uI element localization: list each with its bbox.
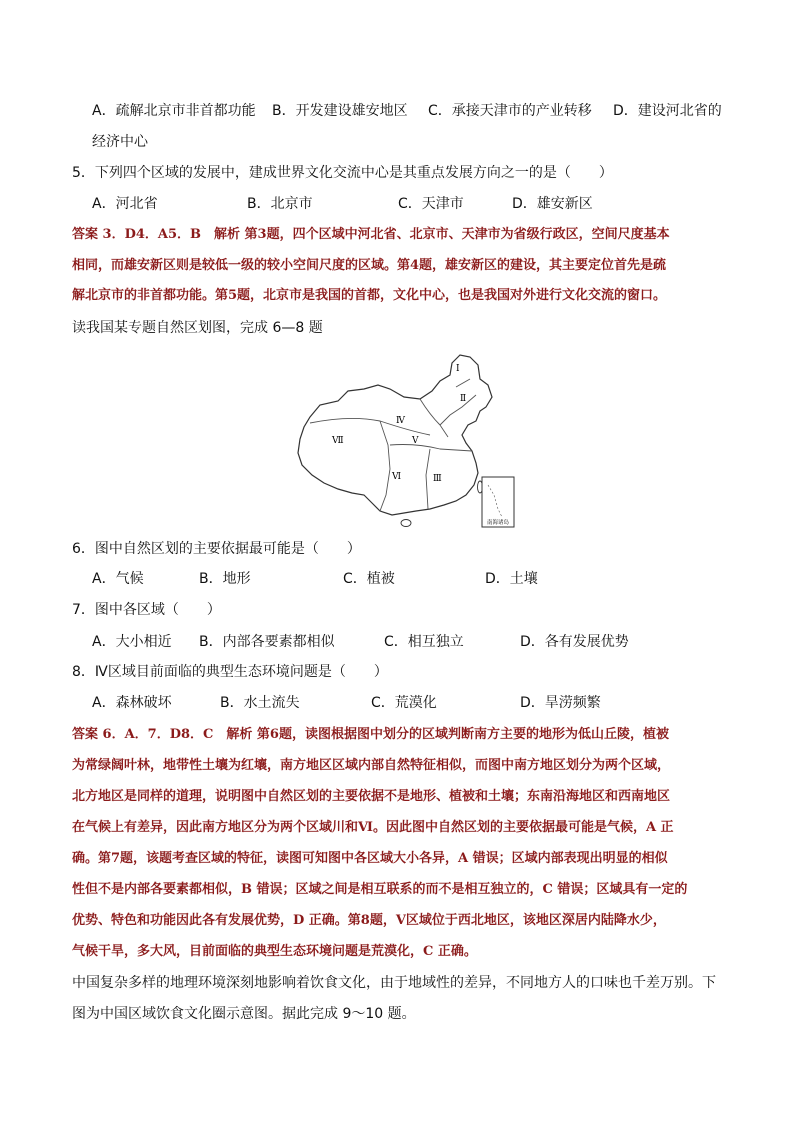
answer-6-8-line-8: 气候干旱，多大风，目前面临的典型生态环境问题是荒漠化，C 正确。 bbox=[72, 944, 477, 959]
answer-6-8-line-1: 答案 6．A．7．D8．C 解析 第6题，读图根据图中划分的区域判断南方主要的地形为低山丘陵，植被 bbox=[72, 727, 669, 742]
q8-option-d: D．旱涝频繁 bbox=[520, 695, 601, 711]
q6-option-d: D．土壤 bbox=[485, 571, 538, 587]
q6-option-a: A．气候 bbox=[92, 571, 144, 587]
q5-stem: 5．下列四个区域的发展中，建成世界文化交流中心是其重点发展方向之一的是（ ） bbox=[72, 165, 613, 181]
q5-option-a: A．河北省 bbox=[92, 196, 158, 212]
region-label-iii: Ⅲ bbox=[433, 474, 442, 484]
intro-9-10-line-2: 图为中国区域饮食文化圈示意图。据此完成 9～10 题。 bbox=[72, 1006, 416, 1022]
answer-6-8-line-4: 在气候上有差异，因此南方地区分为两个区域川和Ⅵ。因此图中自然区划的主要依据最可能是气候，A 正 bbox=[72, 820, 674, 835]
q8-option-c: C．荒漠化 bbox=[371, 695, 437, 711]
answer-6-8-line-5: 确。第7题，该题考查区域的特征，读图可知图中各区域大小各异，A 错误；区域内部表现出明显的相似 bbox=[72, 851, 668, 866]
q8-option-b: B．水土流失 bbox=[220, 695, 300, 711]
q8-stem: 8．Ⅳ区域目前面临的典型生态环境问题是（ ） bbox=[72, 664, 388, 680]
answer-3-5-line-3: 解北京市的非首都功能。第5题，北京市是我国的首都，文化中心，也是我国对外进行文化交流的窗口。 bbox=[72, 288, 667, 303]
region-label-vi: Ⅵ bbox=[392, 472, 402, 482]
intro-9-10-line-1: 中国复杂多样的地理环境深刻地影响着饮食文化，由于地域性的差异，不同地方人的口味也千差万别。下 bbox=[72, 975, 716, 991]
q7-option-d: D．各有发展优势 bbox=[520, 634, 629, 650]
q6-option-b: B．地形 bbox=[199, 571, 251, 587]
answer-3-5-line-2: 相同，而雄安新区则是较低一级的较小空间尺度的区域。第4题，雄安新区的建设，其主要定位首先是疏 bbox=[72, 258, 667, 273]
q5-option-d: D．雄安新区 bbox=[512, 196, 593, 212]
region-label-ii: Ⅱ bbox=[460, 394, 467, 404]
region-label-vii: Ⅶ bbox=[332, 436, 344, 446]
inset-label: 南海诸岛 bbox=[486, 520, 510, 526]
region-label-i: Ⅰ bbox=[456, 364, 460, 374]
q4-option-b: B．开发建设雄安地区 bbox=[272, 103, 408, 119]
q4-option-c: C．承接天津市的产业转移 bbox=[428, 103, 592, 119]
china-outline bbox=[298, 355, 492, 515]
region-label-iv: Ⅳ bbox=[396, 416, 405, 426]
q4-option-d-continued: 经济中心 bbox=[92, 134, 148, 150]
intro-6-8: 读我国某专题自然区划图，完成 6—8 题 bbox=[72, 320, 323, 336]
q5-option-c: C．天津市 bbox=[398, 196, 464, 212]
answer-6-8-line-2: 为常绿阔叶林，地带性土壤为红壤，南方地区区域内部自然特征相似，而图中南方地区划分为两个区域， bbox=[72, 758, 671, 773]
answer-3-5-line-1: 答案 3．D4．A5．B 解析 第3题，四个区域中河北省、北京市、天津市为省级行政区，空间尺度基本 bbox=[72, 227, 670, 242]
answer-6-8-line-6: 性但不是内部各要素都相似，B 错误；区域之间是相互联系的而不是相互独立的，C 错误；区域具有一定的 bbox=[72, 882, 688, 897]
q7-option-b: B．内部各要素都相似 bbox=[199, 634, 335, 650]
q6-stem: 6．图中自然区划的主要依据最可能是（ ） bbox=[72, 541, 361, 557]
q4-option-a: A．疏解北京市非首都功能 bbox=[92, 103, 256, 119]
region-label-v: Ⅴ bbox=[412, 436, 419, 446]
q7-option-a: A．大小相近 bbox=[92, 634, 172, 650]
q7-option-c: C．相互独立 bbox=[384, 634, 464, 650]
answer-6-8-line-3: 北方地区是同样的道理，说明图中自然区划的主要依据不是地形、植被和土壤；东南沿海地区和西南地区 bbox=[72, 789, 671, 804]
q7-stem: 7．图中各区域（ ） bbox=[72, 602, 221, 618]
hainan-island bbox=[401, 520, 411, 527]
answer-6-8-line-7: 优势、特色和功能因此各有发展优势，D 正确。第8题，Ⅴ区域位于西北地区，该地区深居内陆降水少， bbox=[72, 913, 666, 928]
q8-option-a: A．森林破坏 bbox=[92, 695, 172, 711]
q5-option-b: B．北京市 bbox=[247, 196, 313, 212]
q4-option-d: D．建设河北省的 bbox=[613, 103, 722, 119]
china-natural-region-map bbox=[280, 345, 518, 533]
q6-option-c: C．植被 bbox=[343, 571, 395, 587]
